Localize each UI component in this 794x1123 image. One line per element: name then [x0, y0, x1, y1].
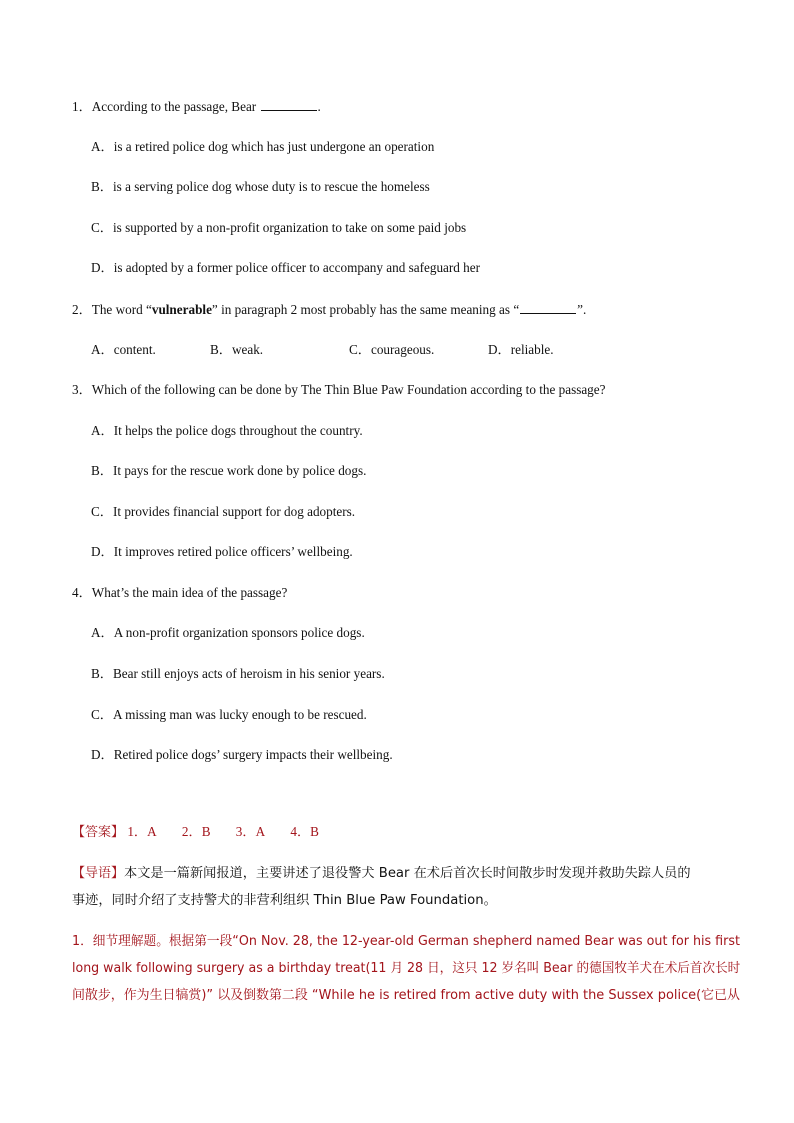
guide-line-1: 【导语】本文是一篇新闻报道，主要讲述了退役警犬 Bear 在术后首次长时间散步时发现并救助失踪人员的 [72, 866, 691, 881]
answer-item: 4．B [290, 824, 319, 839]
explanation-line-1: 1．细节理解题。根据第一段“On Nov. 28, the 12-year-old German shepherd named Bear was out for his first [72, 934, 740, 949]
question-1-stem: 1．According to the passage, Bear . [72, 99, 321, 114]
question-1-option-a: A．is a retired police dog which has just undergone an operation [91, 139, 435, 154]
question-1-option-c: C．is supported by a non-profit organization to take on some paid jobs [91, 220, 467, 235]
question-4-option-d: D．Retired police dogs’ surgery impacts their wellbeing. [91, 747, 393, 762]
question-4-option-a: A．A non-profit organization sponsors police dogs. [91, 625, 365, 640]
answer-tag: 【答案】 [72, 825, 125, 840]
answer-blank [520, 301, 576, 314]
question-3-stem: 3．Which of the following can be done by The Thin Blue Paw Foundation according to the passage? [72, 382, 606, 397]
keyword: vulnerable [151, 302, 212, 317]
answer-item: 1．A [127, 824, 157, 839]
question-4-option-b: B．Bear still enjoys acts of heroism in his senior years. [91, 666, 385, 681]
question-2-option-c: C．courageous. [349, 342, 435, 357]
answer-item: 2．B [181, 824, 211, 839]
question-2-stem: 2．The word “vulnerable” in paragraph 2 most probably has the same meaning as “ ”. [72, 302, 587, 317]
explanation-line-3: 间散步，作为生日犒赏)” 以及倒数第二段 “While he is retired from active duty with the Sussex police(它已从 [72, 988, 740, 1003]
guide-tag: 【导语】 [72, 866, 125, 881]
explanation-line-2: long walk following surgery as a birthday treat(11 月 28 日，这只 12 岁名叫 Bear 的德国牧羊犬在术后首次长时 [72, 961, 741, 976]
question-1-option-b: B．is a serving police dog whose duty is to rescue the homeless [91, 179, 430, 194]
answer-key [72, 823, 341, 842]
question-4-option-c: C．A missing man was lucky enough to be rescued. [91, 707, 367, 722]
question-1-option-d: D．is adopted by a former police officer to accompany and safeguard her [91, 260, 481, 275]
question-2-option-a: A．content. [91, 342, 156, 357]
question-3-option-b: B．It pays for the rescue work done by police dogs. [91, 463, 367, 478]
answer-blank [261, 98, 317, 111]
question-3-option-d: D．It improves retired police officers’ wellbeing. [91, 544, 353, 559]
question-3-option-c: C．It provides financial support for dog adopters. [91, 504, 356, 519]
answer-item: 3．A [235, 824, 266, 839]
guide-line-2: 事迹，同时介绍了支持警犬的非营利组织 Thin Blue Paw Foundation。 [72, 893, 497, 908]
question-4-stem: 4．What’s the main idea of the passage? [72, 585, 288, 600]
question-2-option-d: D．reliable. [488, 342, 554, 357]
question-3-option-a: A．It helps the police dogs throughout the country. [91, 423, 363, 438]
question-2-option-b: B．weak. [210, 342, 264, 357]
